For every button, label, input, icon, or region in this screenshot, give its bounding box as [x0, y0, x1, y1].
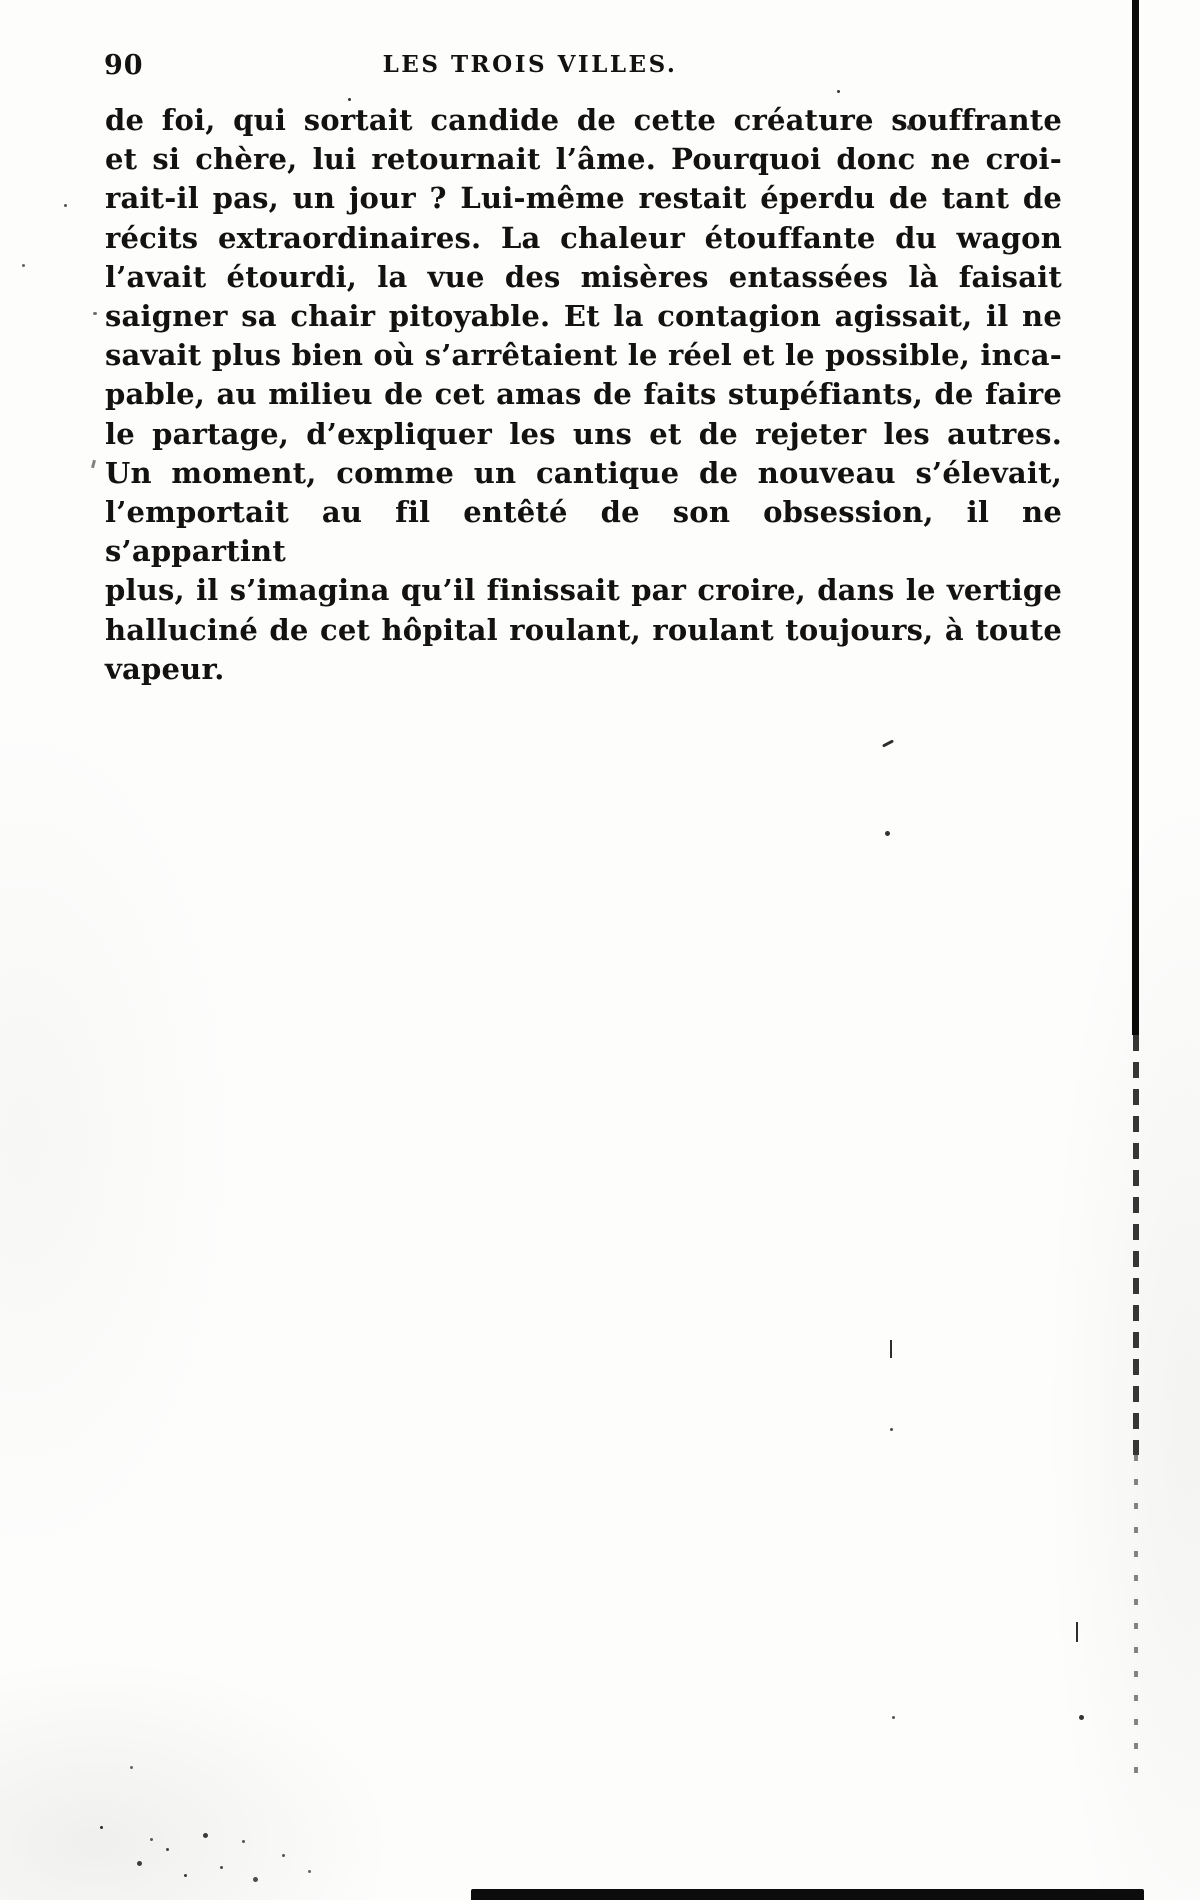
- scan-bottom-bar: [471, 1889, 1144, 1900]
- text-line: vapeur.: [105, 651, 225, 686]
- scan-tick-mark: [1076, 1622, 1078, 1642]
- text-line: plus, il s’imagina qu’il finissait par croire, dans le vertige: [105, 573, 1062, 608]
- text-line: récits extraordinaires. La chaleur étouffante du wagon: [105, 220, 1062, 255]
- page-number: 90: [104, 50, 144, 81]
- body-paragraph: [105, 101, 1062, 689]
- scan-tick-mark: [91, 460, 96, 469]
- scan-binding-line-broken: [1133, 1035, 1139, 1455]
- scan-tick-mark: [882, 739, 894, 747]
- text-line: l’avait étourdi, la vue des misères entassées là faisait: [105, 259, 1062, 294]
- scan-tick-mark: [890, 1340, 892, 1358]
- text-line: halluciné de cet hôpital roulant, roulant toujours, à toute: [105, 612, 1062, 647]
- text-line: l’emportait au fil entêté de son obsession, il ne s’appartint: [105, 495, 1062, 569]
- text-line: de foi, qui sortait candide de cette créature souffrante: [105, 103, 1062, 137]
- scan-noise-specks: [100, 1826, 103, 1829]
- text-line: et si chère, lui retournait l’âme. Pourquoi donc ne croi-: [105, 142, 1062, 177]
- text-line: le partage, d’expliquer les uns et de rejeter les autres.: [105, 416, 1062, 451]
- scan-binding-line: [1132, 0, 1139, 1035]
- text-line: rait-il pas, un jour ? Lui-même restait éperdu de tant de: [105, 181, 1062, 216]
- text-line: savait plus bien où s’arrêtaient le réel et le possible, inca-: [105, 338, 1062, 373]
- text-line: pable, au milieu de cet amas de faits stupéfiants, de faire: [105, 377, 1062, 412]
- scan-tick-mark: [93, 312, 97, 315]
- running-title: LES TROIS VILLES.: [382, 51, 678, 78]
- text-line: saigner sa chair pitoyable. Et la contagion agissait, il ne: [105, 299, 1062, 334]
- text-line: Un moment, comme un cantique de nouveau s’élevait,: [105, 455, 1062, 490]
- scan-binding-line-sparse: [1134, 1455, 1138, 1785]
